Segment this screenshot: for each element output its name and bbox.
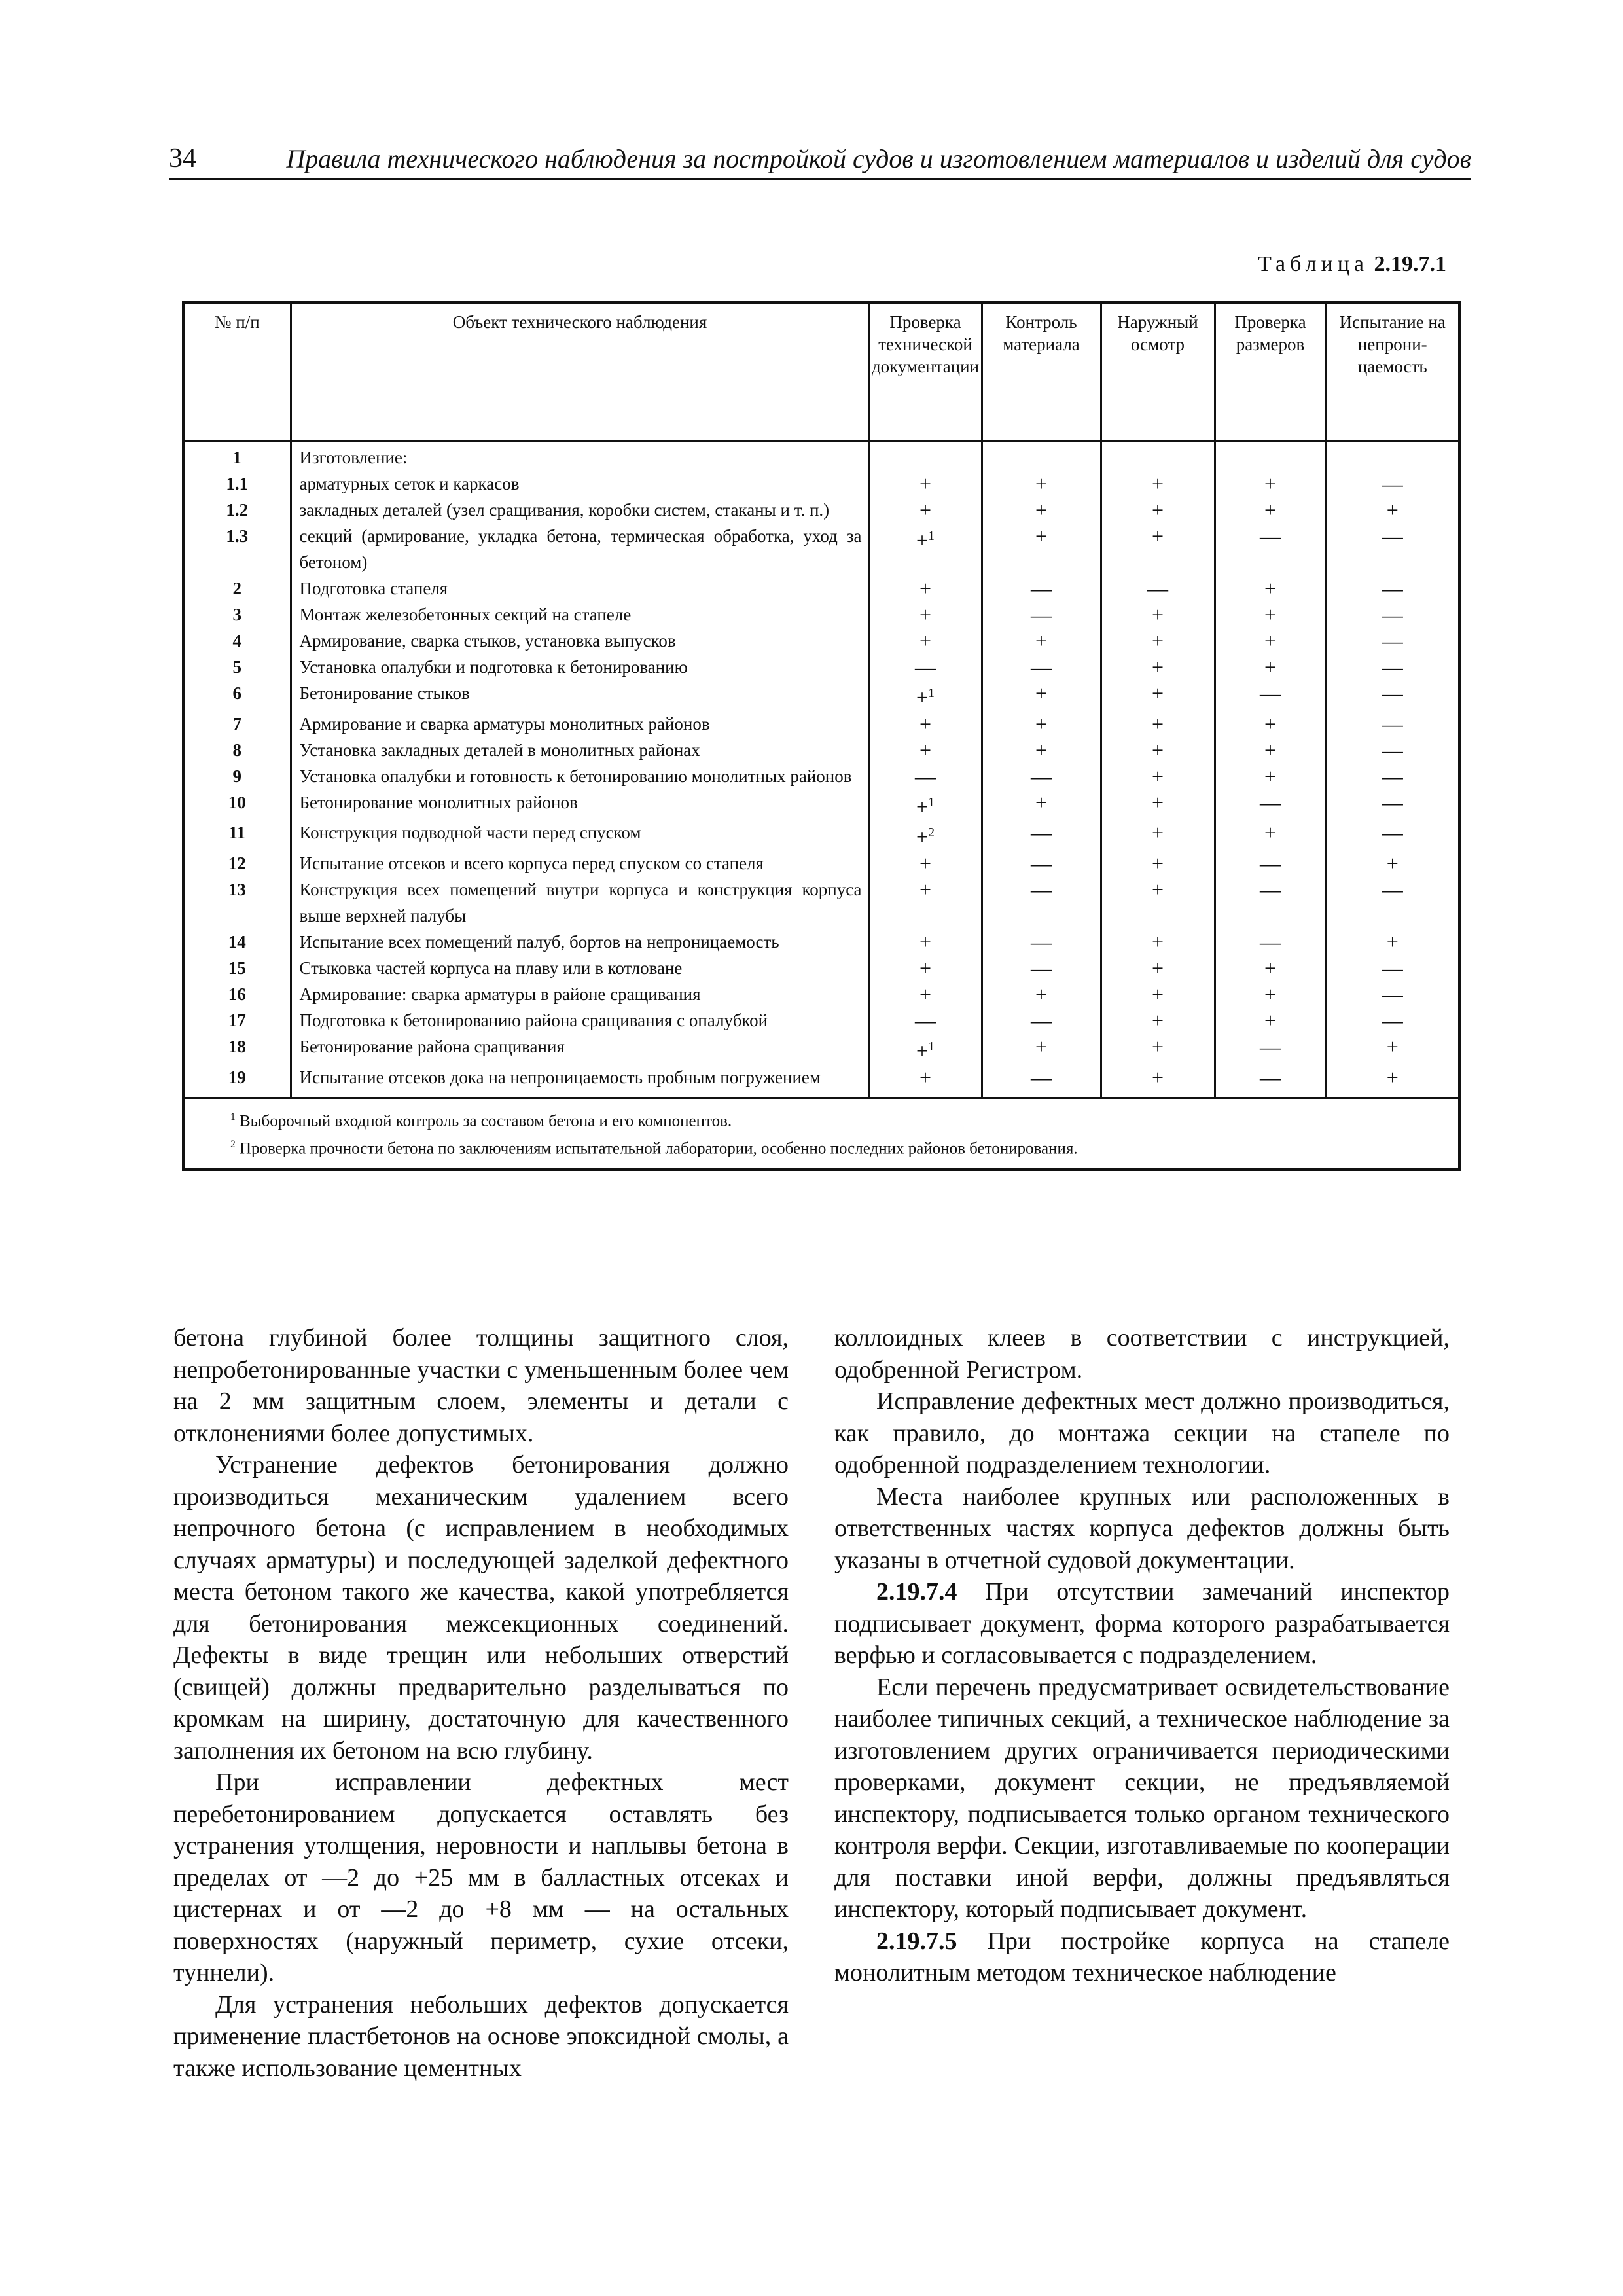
page-number: 34 (169, 143, 196, 173)
column-header: Наружный осмотр (1101, 302, 1215, 441)
check-mark: + (869, 497, 982, 523)
check-mark: + (982, 737, 1101, 763)
check-mark: — (982, 819, 1101, 850)
table-row (183, 955, 1459, 981)
running-title: Правила технического наблюдения за постройкой судов и изготовлением материалов и изделий для судов (286, 144, 1471, 173)
check-mark: + (1215, 955, 1326, 981)
inspection-object: Армирование: сварка арматуры в районе сращивания (291, 981, 869, 1007)
check-mark: + (1101, 876, 1215, 929)
check-mark: — (1326, 955, 1459, 981)
check-mark: + (1101, 680, 1215, 711)
column-header: Объект технического наблюдения (291, 302, 869, 441)
check-mark: — (1326, 876, 1459, 929)
check-mark: — (982, 1007, 1101, 1033)
check-mark (869, 441, 982, 471)
check-mark: + (982, 523, 1101, 575)
table-row (183, 737, 1459, 763)
check-mark: + (1101, 1033, 1215, 1064)
check-mark: — (1215, 1033, 1326, 1064)
table-row (183, 1064, 1459, 1098)
paragraph: коллоидных клеев в соответствии с инструкцией, одобренной Регистром. (834, 1324, 1450, 1384)
check-mark: — (1326, 711, 1459, 737)
inspection-object: Установка опалубки и подготовка к бетонированию (291, 654, 869, 680)
check-mark: + (869, 876, 982, 929)
inspection-table (182, 301, 1461, 1171)
check-mark: + (1215, 981, 1326, 1007)
check-mark (982, 441, 1101, 471)
check-mark: + (1101, 711, 1215, 737)
check-mark: — (1326, 601, 1459, 628)
table-row (183, 1007, 1459, 1033)
check-mark: + (1215, 471, 1326, 497)
check-mark: — (982, 955, 1101, 981)
check-mark: — (1326, 523, 1459, 575)
footnote-ref: 1 (928, 795, 935, 810)
row-number: 10 (183, 789, 291, 820)
table-row (183, 575, 1459, 601)
check-mark: — (982, 654, 1101, 680)
check-mark: — (1326, 680, 1459, 711)
check-mark: + (1326, 497, 1459, 523)
check-mark: + (1215, 497, 1326, 523)
row-number: 6 (183, 680, 291, 711)
check-mark: — (982, 850, 1101, 876)
row-number: 1.2 (183, 497, 291, 523)
table-header-row (183, 302, 1459, 441)
check-mark: + (1101, 471, 1215, 497)
paragraph: Если перечень предусматривает освидетельствование наиболее типичных секций, а техническое наблюдение за изготовлением других ограничивается периодическими проверками, документ секции, не предъявляемой инспектору, подписывается только органом технического контроля верфи. Секции, изготавливаемые по кооперации для поставки иной верфи, должны предъявляться инспектору, который подписывает документ. (834, 1673, 1450, 1923)
check-mark: — (1215, 929, 1326, 955)
check-mark: + (1215, 1007, 1326, 1033)
row-number: 5 (183, 654, 291, 680)
row-number: 11 (183, 819, 291, 850)
check-mark: — (982, 1064, 1101, 1098)
check-mark: + (982, 497, 1101, 523)
row-number: 2 (183, 575, 291, 601)
row-number: 8 (183, 737, 291, 763)
check-mark: + (869, 711, 982, 737)
check-mark: +$^2$ (869, 819, 982, 850)
check-mark (1326, 441, 1459, 471)
paragraph: 2.19.7.5 При постройке корпуса на стапеле монолитным методом техническое наблюдение (834, 1927, 1450, 1986)
check-mark: + (1101, 654, 1215, 680)
check-mark: — (982, 763, 1101, 789)
column-header: Контроль материала (982, 302, 1101, 441)
body-text (173, 1322, 1450, 2084)
check-mark: + (1101, 628, 1215, 654)
check-mark: + (1101, 737, 1215, 763)
check-mark: + (982, 789, 1101, 820)
check-mark: + (869, 1064, 982, 1098)
table-row (183, 471, 1459, 497)
check-mark: — (982, 575, 1101, 601)
check-mark: + (1101, 850, 1215, 876)
table-row (183, 876, 1459, 929)
check-mark: +$^1$ (869, 789, 982, 820)
inspection-object: Конструкция всех помещений внутри корпуса и конструкция корпуса выше верхней палубы (291, 876, 869, 929)
row-number: 1.3 (183, 523, 291, 575)
inspection-object: Стыковка частей корпуса на плаву или в котловане (291, 955, 869, 981)
check-mark: + (869, 471, 982, 497)
inspection-object: Подготовка стапеля (291, 575, 869, 601)
inspection-object: Армирование и сварка арматуры монолитных районов (291, 711, 869, 737)
footnote: $^2$ Проверка прочности бетона по заключениям испытательной лаборатории, особенно последних районов бетонирования. (230, 1138, 1078, 1158)
check-mark: — (1326, 763, 1459, 789)
check-mark: +$^1$ (869, 523, 982, 575)
section-number: 2.19.7.5 (876, 1927, 957, 1955)
check-mark: + (1101, 523, 1215, 575)
check-mark: + (1326, 1064, 1459, 1098)
check-mark: — (1215, 1064, 1326, 1098)
inspection-object: Бетонирование стыков (291, 680, 869, 711)
table-row (183, 763, 1459, 789)
section-number: 2.19.7.4 (876, 1578, 957, 1605)
column-header: Проверка технической документации (869, 302, 982, 441)
check-mark: + (869, 981, 982, 1007)
check-mark: + (982, 680, 1101, 711)
check-mark: + (982, 981, 1101, 1007)
check-mark: — (1101, 575, 1215, 601)
row-number: 13 (183, 876, 291, 929)
table-caption-number: 2.19.7.1 (1374, 252, 1446, 276)
check-mark: + (1101, 763, 1215, 789)
check-mark: + (1215, 819, 1326, 850)
check-mark: + (982, 471, 1101, 497)
table-row (183, 654, 1459, 680)
check-mark: + (1326, 929, 1459, 955)
check-mark: — (869, 1007, 982, 1033)
check-mark: + (1101, 789, 1215, 820)
paragraph: Места наиболее крупных или расположенных в ответственных частях корпуса дефектов должны быть указаны в отчетной судовой документации. (834, 1482, 1450, 1574)
check-mark: +$^1$ (869, 1033, 982, 1064)
check-mark: + (1101, 1064, 1215, 1098)
footnote-ref: 1 (928, 529, 935, 543)
inspection-object: Монтаж железобетонных секций на стапеле (291, 601, 869, 628)
table-row (183, 711, 1459, 737)
check-mark: + (1215, 711, 1326, 737)
inspection-object: секций (армирование, укладка бетона, термическая обработка, уход за бетоном) (291, 523, 869, 575)
check-mark: — (1326, 1007, 1459, 1033)
left-column (173, 1322, 789, 2084)
row-number: 19 (183, 1064, 291, 1098)
check-mark: — (1215, 876, 1326, 929)
check-mark: + (1101, 981, 1215, 1007)
column-header: Проверка размеров (1215, 302, 1326, 441)
check-mark: +$^1$ (869, 680, 982, 711)
check-mark: — (1215, 789, 1326, 820)
footnote-ref: 2 (928, 825, 935, 840)
check-mark: + (1101, 955, 1215, 981)
footnote-ref: 1 (928, 686, 935, 700)
check-mark: — (1326, 575, 1459, 601)
inspection-object: закладных деталей (узел сращивания, коробки систем, стаканы и т. п.) (291, 497, 869, 523)
check-mark: + (1101, 929, 1215, 955)
inspection-object: Конструкция подводной части перед спуском (291, 819, 869, 850)
table-row (183, 523, 1459, 575)
row-number: 16 (183, 981, 291, 1007)
check-mark: — (1215, 523, 1326, 575)
check-mark: + (869, 628, 982, 654)
check-mark (1101, 441, 1215, 471)
check-mark: + (869, 737, 982, 763)
row-number: 7 (183, 711, 291, 737)
footnote-ref: 1 (928, 1039, 935, 1054)
check-mark: — (1326, 819, 1459, 850)
check-mark: — (1215, 850, 1326, 876)
check-mark: + (982, 711, 1101, 737)
row-number: 14 (183, 929, 291, 955)
row-number: 18 (183, 1033, 291, 1064)
check-mark: + (1326, 1033, 1459, 1064)
check-mark: + (1215, 763, 1326, 789)
check-mark: + (869, 601, 982, 628)
inspection-object: Установка закладных деталей в монолитных районах (291, 737, 869, 763)
footnote: $^1$ Выборочный входной контроль за составом бетона и его компонентов. (230, 1111, 732, 1130)
paragraph: 2.19.7.4 При отсутствии замечаний инспектор подписывает документ, форма которого разрабатывается верфью и согласовывается с подразделением. (834, 1578, 1450, 1669)
inspection-object: Испытание отсеков дока на непроницаемость пробным погружением (291, 1064, 869, 1098)
check-mark: + (869, 929, 982, 955)
table-row (183, 819, 1459, 850)
row-number: 12 (183, 850, 291, 876)
table-row (183, 929, 1459, 955)
inspection-object: Бетонирование района сращивания (291, 1033, 869, 1064)
row-number: 17 (183, 1007, 291, 1033)
check-mark: — (982, 929, 1101, 955)
table-row (183, 789, 1459, 820)
row-number: 3 (183, 601, 291, 628)
table-caption-word: Таблица (1258, 252, 1368, 276)
row-number: 1 (183, 441, 291, 471)
table-row (183, 601, 1459, 628)
check-mark: + (1101, 819, 1215, 850)
row-number: 4 (183, 628, 291, 654)
check-mark: + (1101, 601, 1215, 628)
check-mark: — (1215, 680, 1326, 711)
paragraph: бетона глубиной более толщины защитного слоя, непробетонированные участки с уменьшенным более чем на 2 мм защитным слоем, элементы и детали с отклонениями более допустимых. (173, 1324, 789, 1447)
check-mark: — (1326, 737, 1459, 763)
paragraph: Исправление дефектных мест должно производиться, как правило, до монтажа секции на стапеле по одобренной подразделением технологии. (834, 1388, 1450, 1479)
check-mark: — (869, 654, 982, 680)
check-mark: — (1326, 981, 1459, 1007)
check-mark: + (1101, 1007, 1215, 1033)
check-mark: — (982, 876, 1101, 929)
table-row (183, 441, 1459, 471)
check-mark: — (1326, 471, 1459, 497)
table-footnotes (183, 1098, 1459, 1170)
check-mark (1215, 441, 1326, 471)
check-mark: + (869, 575, 982, 601)
check-mark: — (869, 763, 982, 789)
row-number: 9 (183, 763, 291, 789)
check-mark: — (982, 601, 1101, 628)
inspection-object: Армирование, сварка стыков, установка выпусков (291, 628, 869, 654)
check-mark: + (1215, 737, 1326, 763)
check-mark: — (1326, 628, 1459, 654)
check-mark: + (982, 628, 1101, 654)
paragraph: Для устранения небольших дефектов допускается применение пластбетонов на основе эпоксидной смолы, а также использование цементных (173, 1990, 789, 2082)
table-row (183, 981, 1459, 1007)
paragraph: Устранение дефектов бетонирования должно производиться механическим удалением всего непрочного бетона (с исправлением в необходимых случаях арматуры) и последующей заделкой дефектного места бетоном такого же качества, какой употребляется для бетонирования межсекционных соединений. Дефекты в виде трещин или небольших отверстий (свищей) должны предварительно разделываться по кромкам на ширину, достаточную для качественного заполнения их бетоном на всю глубину. (173, 1451, 789, 1765)
table-row (183, 850, 1459, 876)
inspection-object: Испытание всех помещений палуб, бортов на непроницаемость (291, 929, 869, 955)
check-mark: + (982, 1033, 1101, 1064)
inspection-object: Изготовление: (291, 441, 869, 471)
inspection-object: Бетонирование монолитных районов (291, 789, 869, 820)
row-number: 15 (183, 955, 291, 981)
inspection-object: арматурных сеток и каркасов (291, 471, 869, 497)
table-row (183, 497, 1459, 523)
row-number: 1.1 (183, 471, 291, 497)
check-mark: + (1101, 497, 1215, 523)
table-caption (1258, 252, 1446, 277)
table-row (183, 1033, 1459, 1064)
inspection-object: Испытание отсеков и всего корпуса перед спуском со стапеля (291, 850, 869, 876)
inspection-object: Установка опалубки и готовность к бетонированию монолитных районов (291, 763, 869, 789)
table-row (183, 628, 1459, 654)
check-mark: + (1215, 601, 1326, 628)
check-mark: + (1326, 850, 1459, 876)
check-mark: — (1326, 654, 1459, 680)
check-mark: — (1326, 789, 1459, 820)
check-mark: + (869, 850, 982, 876)
table-row (183, 680, 1459, 711)
right-column (834, 1322, 1450, 2084)
check-mark: + (1215, 654, 1326, 680)
check-mark: + (1215, 575, 1326, 601)
inspection-object: Подготовка к бетонированию района сращивания с опалубкой (291, 1007, 869, 1033)
paragraph: При исправлении дефектных мест перебетонированием допускается оставлять без устранения утолщения, неровности и наплывы бетона в пределах от —2 до +25 мм в балластных отсеках и цистернах и от —2 до +8 мм — на остальных поверхностях (наружный периметр, сухие отсеки, туннели). (173, 1768, 789, 1986)
page-header (169, 145, 1471, 180)
column-header: № п/п (183, 302, 291, 441)
check-mark: + (869, 955, 982, 981)
check-mark: + (1215, 628, 1326, 654)
column-header: Испытание на непроницаемость (1326, 302, 1459, 441)
